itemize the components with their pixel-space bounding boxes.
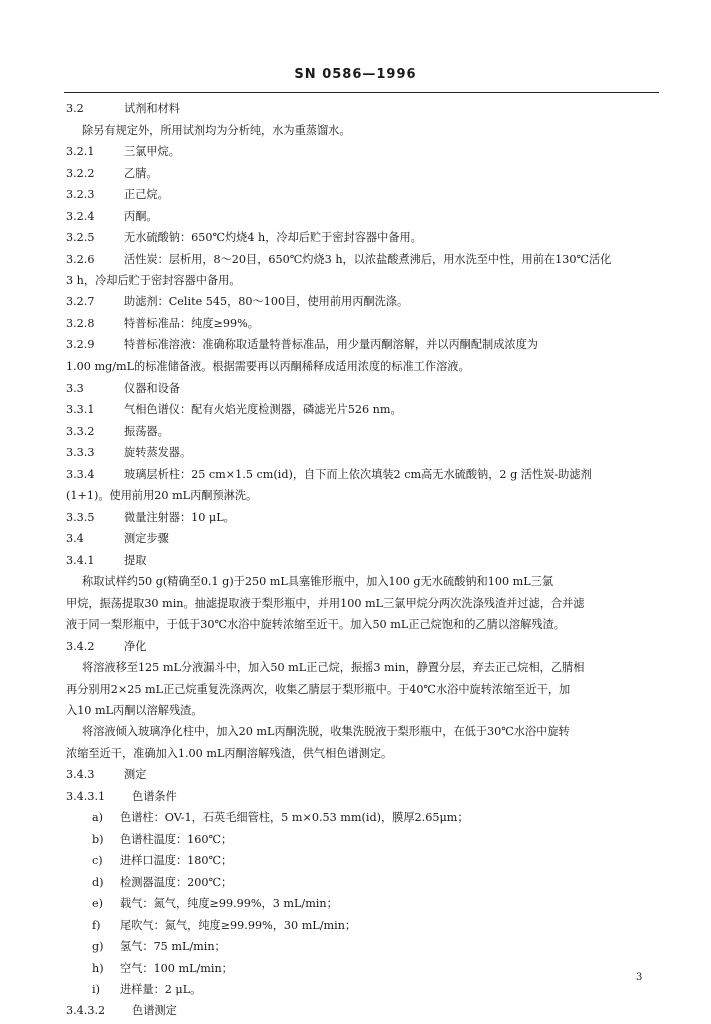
line-text: 入10 mL丙酮以溶解残渣。 — [66, 704, 203, 717]
line-text: 正己烷。 — [124, 188, 169, 201]
line-text: 3 h，冷却后贮于密封容器中备用。 — [66, 274, 241, 287]
line-text: 测定步骤 — [124, 532, 169, 545]
line-text: 玻璃层析柱：25 cm×1.5 cm(id)，自下而上依次填装2 cm高无水硫酸钠，2 g 活性炭-助滤剂 — [124, 468, 592, 481]
section-line-f- — [92, 919, 356, 933]
section-line-i- — [92, 983, 201, 997]
section-number: 3.3.5 — [66, 511, 95, 524]
line-text: 特普标准品：纯度≥99%。 — [124, 317, 259, 330]
line-text: 振荡器。 — [124, 425, 169, 438]
paragraph-line — [82, 575, 553, 589]
paragraph-line — [66, 747, 392, 761]
section-line-c- — [92, 854, 232, 868]
line-text: 无水硫酸钠：650℃灼烧4 h，冷却后贮于密封容器中备用。 — [124, 231, 422, 244]
list-marker: a) — [92, 811, 104, 824]
section-number: 3.4.3.2 — [66, 1004, 106, 1017]
section-line-3-3-1 — [66, 403, 402, 417]
section-line-e- — [92, 897, 338, 911]
list-marker: b) — [92, 833, 104, 846]
section-number: 3.2 — [66, 102, 84, 115]
line-text: 特普标准溶液：准确称取适量特普标准品，用少量丙酮溶解，并以丙酮配制成浓度为 — [124, 338, 538, 351]
list-marker: f) — [92, 919, 101, 932]
section-line-3-2-1 — [66, 145, 180, 159]
section-line-g- — [92, 940, 226, 954]
section-line-3-4-1 — [66, 554, 146, 568]
line-text: 气相色谱仪：配有火焰光度检测器，磷滤光片526 nm。 — [124, 403, 402, 416]
paragraph-line — [82, 661, 584, 675]
section-number: 3.3.2 — [66, 425, 95, 438]
section-number: 3.2.4 — [66, 210, 95, 223]
line-text: 三氯甲烷。 — [124, 145, 180, 158]
section-number: 3.4.3 — [66, 768, 95, 781]
section-line-3-2-9 — [66, 338, 538, 352]
paragraph-line — [66, 704, 203, 718]
section-line-3-2-4 — [66, 210, 158, 224]
paragraph-line — [66, 274, 241, 288]
section-line-3-2-6 — [66, 253, 611, 267]
line-text: 将溶液倾入玻璃净化柱中，加入20 mL丙酮洗脱，收集洗脱液于梨形瓶中，在低于30℃水浴中旋转 — [82, 725, 570, 738]
line-text: 旋转蒸发器。 — [124, 446, 192, 459]
section-line-3-3-3 — [66, 446, 191, 460]
section-line-3-3-2 — [66, 425, 169, 439]
page-header: SN 0586—1996 — [294, 67, 417, 82]
paragraph-line — [82, 124, 351, 138]
section-line-3-3-5 — [66, 511, 235, 525]
line-text: 检测器温度：200℃； — [120, 876, 233, 889]
list-marker: d) — [92, 876, 104, 889]
paragraph-line — [82, 725, 570, 739]
section-number: 3.2.5 — [66, 231, 95, 244]
line-text: 色谱柱温度：160℃； — [120, 833, 233, 846]
list-marker: e) — [92, 897, 103, 910]
page-number: 3 — [636, 972, 643, 983]
line-text: 仪器和设备 — [124, 382, 180, 395]
section-line-3-2-2 — [66, 167, 158, 181]
section-number: 3.2.8 — [66, 317, 95, 330]
line-text: 助滤剂：Celite 545，80～100目，使用前用丙酮洗涤。 — [124, 295, 409, 308]
line-text: 将溶液移至125 mL分液漏斗中，加入50 mL正己烷，振摇3 min，静置分层，弃去正己烷相，乙腈相 — [82, 661, 585, 674]
section-line-3-2-7 — [66, 295, 408, 309]
line-text: 色谱条件 — [132, 790, 177, 803]
line-text: 乙腈。 — [124, 167, 158, 180]
line-text: 进样口温度：180℃； — [120, 854, 233, 867]
section-line-3-2 — [66, 102, 180, 116]
header-rule — [64, 92, 659, 93]
section-number: 3.4.2 — [66, 640, 95, 653]
line-text: 进样量：2 μL。 — [120, 983, 202, 996]
section-line-3-4-2 — [66, 640, 146, 654]
section-number: 3.4 — [66, 532, 84, 545]
line-text: 尾吹气：氮气，纯度≥99.99%，30 mL/min； — [120, 919, 357, 932]
section-line-3-2-5 — [66, 231, 422, 245]
section-line-3-4-3 — [66, 768, 146, 782]
line-text: 净化 — [124, 640, 147, 653]
section-number: 3.2.1 — [66, 145, 95, 158]
line-text: 甲烷，振荡提取30 min。抽滤提取液于梨形瓶中，并用100 mL三氯甲烷分两次洗涤残渣并过滤，合并滤 — [66, 597, 585, 610]
list-marker: c) — [92, 854, 103, 867]
list-marker: h) — [92, 962, 104, 975]
paragraph-line — [66, 683, 570, 697]
line-text: 载气：氮气，纯度≥99.99%，3 mL/min； — [120, 897, 338, 910]
paragraph-line — [66, 618, 565, 632]
line-text: 液于同一梨形瓶中，于低于30℃水浴中旋转浓缩至近干。加入50 mL正己烷饱和的乙腈以溶解残渣。 — [66, 618, 565, 631]
line-text: 称取试样约50 g(精确至0.1 g)于250 mL具塞锥形瓶中，加入100 g无水硫酸钠和100 mL三氯 — [82, 575, 554, 588]
paragraph-line — [66, 597, 584, 611]
line-text: 再分别用2×25 mL正己烷重复洗涤两次，收集乙腈层于梨形瓶中。于40℃水浴中旋转浓缩至近干，加 — [66, 683, 571, 696]
line-text: 1.00 mg/mL的标准储备液。根据需要再以丙酮稀释成适用浓度的标准工作溶液。 — [66, 360, 470, 373]
section-number: 3.2.9 — [66, 338, 95, 351]
line-text: 丙酮。 — [124, 210, 158, 223]
line-text: 色谱测定 — [132, 1004, 177, 1017]
section-number: 3.3.3 — [66, 446, 95, 459]
section-line-3-4-3-1 — [66, 790, 177, 804]
line-text: 浓缩至近干，准确加入1.00 mL丙酮溶解残渣，供气相色谱测定。 — [66, 747, 393, 760]
line-text: 提取 — [124, 554, 147, 567]
paragraph-line — [66, 489, 257, 503]
section-number: 3.2.7 — [66, 295, 95, 308]
section-number: 3.3.1 — [66, 403, 95, 416]
paragraph-line — [66, 360, 470, 374]
section-number: 3.2.3 — [66, 188, 95, 201]
section-line-d- — [92, 876, 232, 890]
section-line-3-4-3-2 — [66, 1004, 177, 1018]
section-line-3-3-4 — [66, 468, 592, 482]
section-line-3-4 — [66, 532, 169, 546]
line-text: (1+1)。使用前用20 mL丙酮预淋洗。 — [66, 489, 258, 502]
section-number: 3.3 — [66, 382, 84, 395]
section-line-3-3 — [66, 382, 180, 396]
section-number: 3.2.2 — [66, 167, 95, 180]
section-number: 3.4.1 — [66, 554, 95, 567]
section-line-h- — [92, 962, 233, 976]
line-text: 氢气：75 mL/min； — [120, 940, 226, 953]
section-line-b- — [92, 833, 232, 847]
section-number: 3.2.6 — [66, 253, 95, 266]
line-text: 除另有规定外，所用试剂均为分析纯，水为重蒸馏水。 — [82, 124, 351, 137]
list-marker: g) — [92, 940, 104, 953]
section-line-3-2-8 — [66, 317, 259, 331]
section-line-a- — [92, 811, 469, 825]
line-text: 测定 — [124, 768, 147, 781]
line-text: 微量注射器：10 μL。 — [124, 511, 235, 524]
section-number: 3.4.3.1 — [66, 790, 106, 803]
section-line-3-2-3 — [66, 188, 169, 202]
line-text: 试剂和材料 — [124, 102, 180, 115]
line-text: 空气：100 mL/min； — [120, 962, 233, 975]
line-text: 色谱柱：OV-1，石英毛细管柱，5 m×0.53 mm(id)，膜厚2.65μm； — [120, 811, 469, 824]
list-marker: i) — [92, 983, 100, 996]
line-text: 活性炭：层析用，8～20目，650℃灼烧3 h，以浓盐酸煮沸后，用水洗至中性，用前在130℃活化 — [124, 253, 612, 266]
section-number: 3.3.4 — [66, 468, 95, 481]
